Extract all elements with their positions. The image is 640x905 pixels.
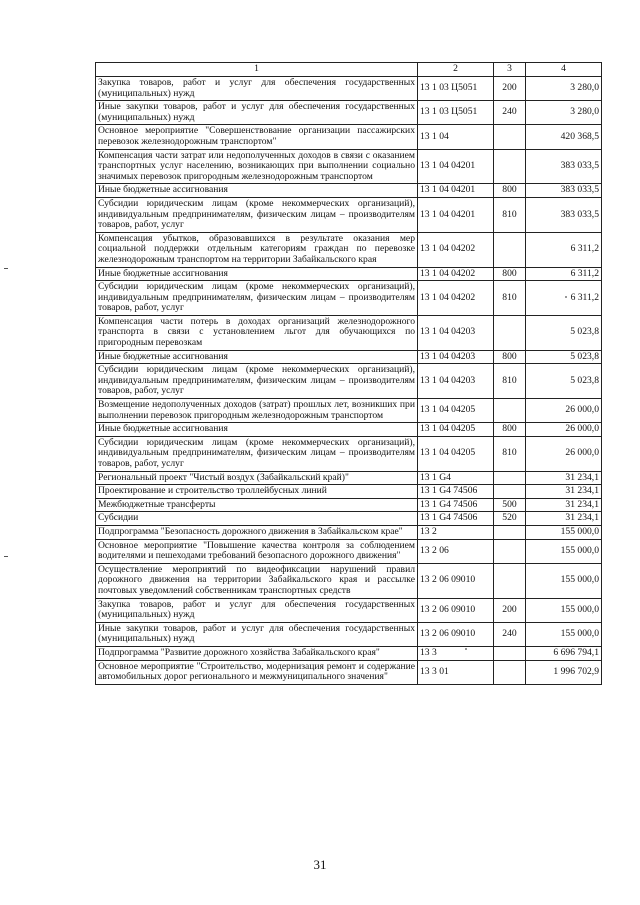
row-expense-type-cell <box>494 539 526 563</box>
row-name-cell: Основное мероприятие "Повышение качества контроля за соблюдением водителями и пешеходами требований безопасного дорожного движения" <box>96 539 418 563</box>
table-row <box>96 315 602 350</box>
table-row <box>96 436 602 471</box>
row-name-cell: Подпрограмма "Развитие дорожного хозяйства Забайкальского края" <box>96 646 418 660</box>
row-amount-cell: 6 311,2 <box>526 281 602 316</box>
row-expense-type-cell: 800 <box>494 423 526 437</box>
row-amount-cell: 31 234,1 <box>526 485 602 499</box>
row-code-cell: 13 1 04 04201 <box>418 149 494 184</box>
row-expense-type-cell <box>494 525 526 539</box>
row-amount-cell: 383 033,5 <box>526 149 602 184</box>
row-amount-cell: 383 033,5 <box>526 184 602 198</box>
table-row <box>96 498 602 512</box>
row-expense-type-cell: 810 <box>494 281 526 316</box>
row-amount-cell: 3 280,0 <box>526 101 602 125</box>
row-amount-cell: 6 311,2 <box>526 232 602 267</box>
page-number: 31 <box>313 857 327 872</box>
column-header-code: 2 <box>418 63 494 77</box>
row-code-cell: 13 1 03 Ц5051 <box>418 101 494 125</box>
table-row <box>96 350 602 364</box>
row-amount-cell: 5 023,8 <box>526 315 602 350</box>
row-expense-type-cell <box>494 646 526 660</box>
table-row <box>96 512 602 526</box>
row-code-cell: 13 1 04 04202 <box>418 267 494 281</box>
table-row <box>96 267 602 281</box>
row-amount-cell: 31 234,1 <box>526 512 602 526</box>
row-name-cell: Иные закупки товаров, работ и услуг для обеспечения государственных (муниципальных) нужд <box>96 101 418 125</box>
row-expense-type-cell: 810 <box>494 436 526 471</box>
row-name-cell: Закупка товаров, работ и услуг для обеспечения государственных (муниципальных) нужд <box>96 598 418 622</box>
row-code-cell: 13 2 06 09010 <box>418 598 494 622</box>
row-amount-cell: 31 234,1 <box>526 498 602 512</box>
row-amount-cell: 3 280,0 <box>526 77 602 101</box>
row-name-cell: Иные бюджетные ассигнования <box>96 267 418 281</box>
table-row <box>96 598 602 622</box>
row-name-cell: Осуществление мероприятий по видеофиксации нарушений правил дорожного движения на территории Забайкальского края и рассылке почтовых уведомлений собственникам транспортных средств <box>96 563 418 598</box>
row-amount-cell: 155 000,0 <box>526 525 602 539</box>
row-amount-cell: 6 696 794,1 <box>526 646 602 660</box>
row-amount-cell: 26 000,0 <box>526 423 602 437</box>
table-row <box>96 149 602 184</box>
row-code-cell: 13 1 04 04201 <box>418 197 494 232</box>
row-name-cell: Основное мероприятие "Совершенствование организации пассажирских перевозок железнодорожным транспортом" <box>96 125 418 149</box>
row-name-cell: Иные закупки товаров, работ и услуг для обеспечения государственных (муниципальных) нужд <box>96 622 418 646</box>
row-amount-cell: 155 000,0 <box>526 622 602 646</box>
margin-mark <box>4 556 8 557</box>
row-amount-cell: 5 023,8 <box>526 364 602 399</box>
row-expense-type-cell <box>494 149 526 184</box>
table-row <box>96 281 602 316</box>
row-expense-type-cell: 810 <box>494 364 526 399</box>
table-row <box>96 525 602 539</box>
row-amount-cell: 155 000,0 <box>526 539 602 563</box>
row-amount-cell: 26 000,0 <box>526 399 602 423</box>
table-row <box>96 646 602 660</box>
row-expense-type-cell <box>494 471 526 485</box>
row-name-cell: Проектирование и строительство троллейбусных линий <box>96 485 418 499</box>
row-amount-cell: 5 023,8 <box>526 350 602 364</box>
row-code-cell: 13 2 06 <box>418 539 494 563</box>
table-row <box>96 364 602 399</box>
row-amount-cell: 155 000,0 <box>526 598 602 622</box>
row-expense-type-cell: 500 <box>494 498 526 512</box>
row-name-cell: Компенсация убытков, образовавшихся в результате оказания мер социальной поддержки отдельным категориям граждан по перевозке железнодорожным транспортом на территории Забайкальского края <box>96 232 418 267</box>
row-amount-cell: 31 234,1 <box>526 471 602 485</box>
row-code-cell: 13 1 G4 74506 <box>418 485 494 499</box>
table-row <box>96 232 602 267</box>
row-code-cell: 13 1 G4 74506 <box>418 498 494 512</box>
table-row <box>96 399 602 423</box>
row-expense-type-cell: 240 <box>494 622 526 646</box>
row-amount-cell: 155 000,0 <box>526 563 602 598</box>
row-name-cell: Компенсация части затрат или недополученных доходов в связи с оказанием транспортных услуг населению, возникающих при выполнении социально значимых перевозок пригородным железнодорожным транспортом <box>96 149 418 184</box>
row-name-cell: Субсидии юридическим лицам (кроме некоммерческих организаций), индивидуальным предпринимателям, физическим лицам – производителям товаров, работ, услуг <box>96 436 418 471</box>
row-expense-type-cell: 800 <box>494 267 526 281</box>
row-amount-cell: 383 033,5 <box>526 197 602 232</box>
margin-mark <box>4 268 8 269</box>
row-name-cell: Подпрограмма "Безопасность дорожного движения в Забайкальском крае" <box>96 525 418 539</box>
row-expense-type-cell <box>494 660 526 684</box>
row-name-cell: Возмещение недополученных доходов (затрат) прошлых лет, возникших при выполнении перевозок пригородным железнодорожным транспортом <box>96 399 418 423</box>
row-expense-type-cell <box>494 315 526 350</box>
table-row <box>96 563 602 598</box>
row-code-cell: 13 1 04 04205 <box>418 436 494 471</box>
row-code-cell: 13 1 04 04205 <box>418 423 494 437</box>
row-expense-type-cell: 810 <box>494 197 526 232</box>
row-code-cell: 13 1 04 04203 <box>418 350 494 364</box>
row-expense-type-cell: 800 <box>494 350 526 364</box>
row-expense-type-cell: 520 <box>494 512 526 526</box>
row-name-cell: Субсидии юридическим лицам (кроме некоммерческих организаций), индивидуальным предпринимателям, физическим лицам – производителям товаров, работ, услуг <box>96 364 418 399</box>
table-body <box>96 77 602 685</box>
column-header-name: 1 <box>96 63 418 77</box>
table-row <box>96 101 602 125</box>
row-code-cell: 13 2 06 09010 <box>418 563 494 598</box>
row-code-cell: 13 1 04 04203 <box>418 364 494 399</box>
table-row <box>96 77 602 101</box>
row-amount-cell: 26 000,0 <box>526 436 602 471</box>
row-name-cell: Субсидии <box>96 512 418 526</box>
row-code-cell: 13 1 04 04202 <box>418 281 494 316</box>
table-row <box>96 622 602 646</box>
row-name-cell: Закупка товаров, работ и услуг для обеспечения государственных (муниципальных) нужд <box>96 77 418 101</box>
row-name-cell: Субсидии юридическим лицам (кроме некоммерческих организаций), индивидуальным предпринимателям, физическим лицам – производителям товаров, работ, услуг <box>96 281 418 316</box>
row-expense-type-cell: 200 <box>494 77 526 101</box>
row-code-cell: 13 1 04 04203 <box>418 315 494 350</box>
row-expense-type-cell: 800 <box>494 184 526 198</box>
row-code-cell: 13 1 04 04202 <box>418 232 494 267</box>
row-name-cell: Иные бюджетные ассигнования <box>96 350 418 364</box>
row-name-cell: Межбюджетные трансферты <box>96 498 418 512</box>
row-name-cell: Компенсация части потерь в доходах организаций железнодорожного транспорта в связи с установлением льгот для обучающихся по пригородным перевозкам <box>96 315 418 350</box>
row-code-cell: 13 2 06 09010 <box>418 622 494 646</box>
row-name-cell: Основное мероприятие "Строительство, модернизация ремонт и содержание автомобильных дорог регионального и межмуниципального значения" <box>96 660 418 684</box>
row-expense-type-cell: 200 <box>494 598 526 622</box>
row-name-cell: Иные бюджетные ассигнования <box>96 423 418 437</box>
row-amount-cell: 6 311,2 <box>526 267 602 281</box>
row-code-cell: 13 3 01 <box>418 660 494 684</box>
row-code-cell: 13 1 G4 74506 <box>418 512 494 526</box>
row-expense-type-cell <box>494 485 526 499</box>
table-row <box>96 660 602 684</box>
row-code-cell: 13 1 G4 <box>418 471 494 485</box>
column-header-amount: 4 <box>526 63 602 77</box>
table-row <box>96 539 602 563</box>
row-expense-type-cell <box>494 399 526 423</box>
row-expense-type-cell <box>494 125 526 149</box>
row-code-cell: 13 2 <box>418 525 494 539</box>
table-row <box>96 197 602 232</box>
row-expense-type-cell <box>494 563 526 598</box>
row-code-cell: 13 1 03 Ц5051 <box>418 77 494 101</box>
table-row <box>96 125 602 149</box>
table-header-row <box>96 63 602 77</box>
row-expense-type-cell <box>494 232 526 267</box>
row-name-cell: Субсидии юридическим лицам (кроме некоммерческих организаций), индивидуальным предпринимателям, физическим лицам – производителям товаров, работ, услуг <box>96 197 418 232</box>
budget-table <box>95 62 602 685</box>
table-row <box>96 423 602 437</box>
table-row <box>96 471 602 485</box>
row-code-cell: 13 1 04 <box>418 125 494 149</box>
table-row <box>96 184 602 198</box>
row-code-cell: 13 1 04 04201 <box>418 184 494 198</box>
row-code-cell: 13 3 <box>418 646 494 660</box>
table-row <box>96 485 602 499</box>
column-header-expense-type: 3 <box>494 63 526 77</box>
row-code-cell: 13 1 04 04205 <box>418 399 494 423</box>
row-name-cell: Региональный проект "Чистый воздух (Забайкальский край)" <box>96 471 418 485</box>
row-amount-cell: 420 368,5 <box>526 125 602 149</box>
row-amount-cell: 1 996 702,9 <box>526 660 602 684</box>
row-name-cell: Иные бюджетные ассигнования <box>96 184 418 198</box>
row-expense-type-cell: 240 <box>494 101 526 125</box>
